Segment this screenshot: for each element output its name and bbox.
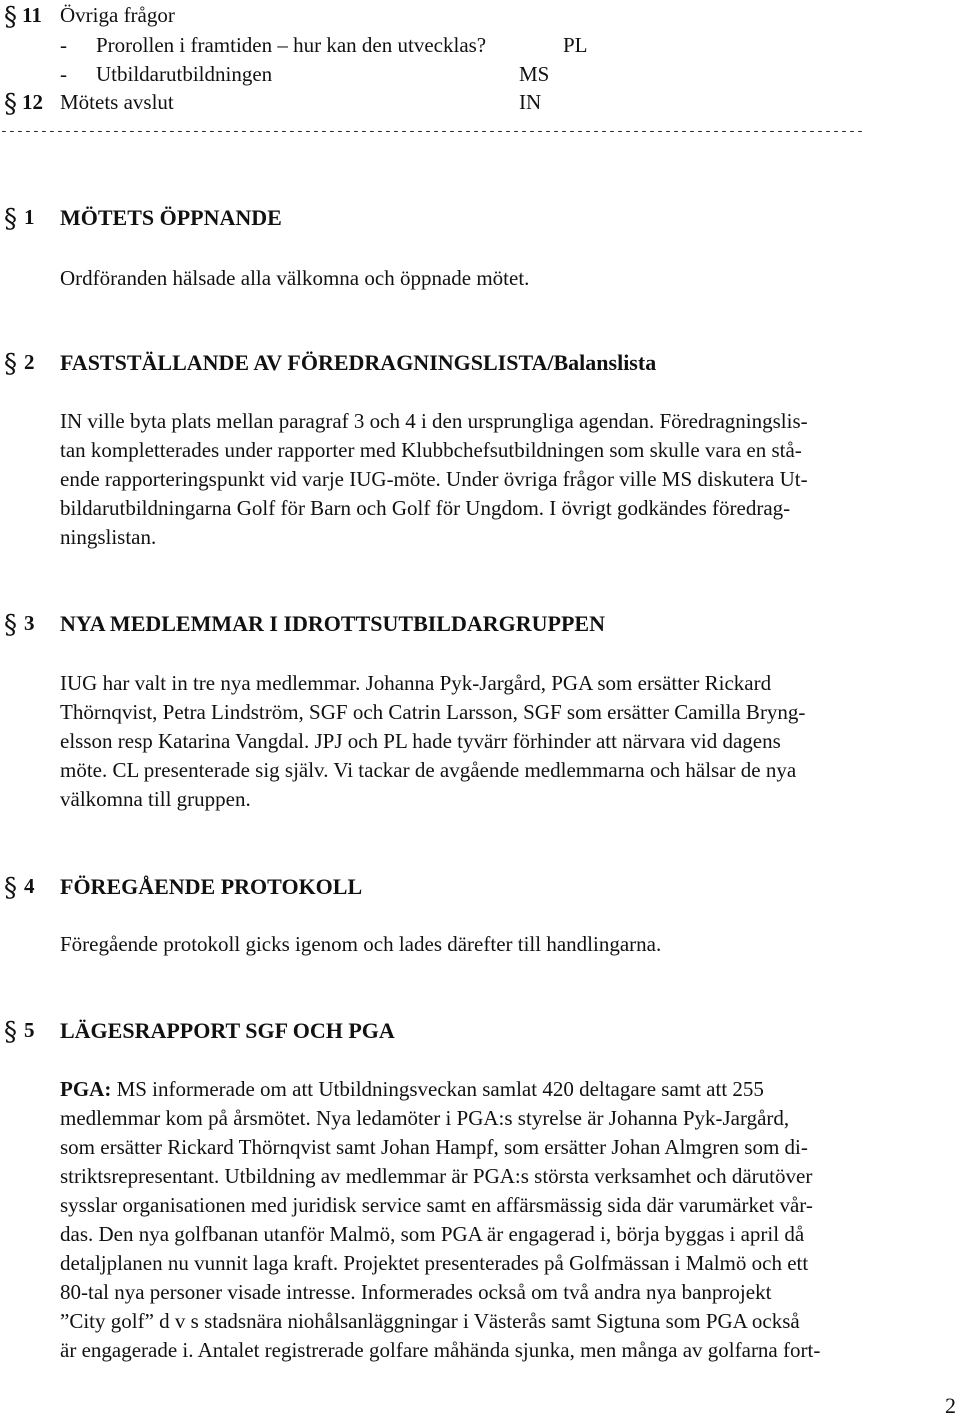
agenda-sub-responsible: MS [519,62,550,86]
section-symbol: § [4,89,17,119]
body-line: bildarutbildningarna Golf för Barn och Golf för Ungdom. I övrigt godkändes föredrag- [60,496,791,520]
body-line: tan kompletterades under rapporter med Klubbchefsutbildningen som skulle vara en stå- [60,438,802,462]
agenda-item-title: Övriga frågor [60,3,175,27]
body-line: som ersätter Rickard Thörnqvist samt Johan Hampf, som ersätter Johan Almgren som di- [60,1135,808,1159]
body-line: medlemmar kom på årsmötet. Nya ledamöter i PGA:s styrelse är Johanna Pyk-Jargård, [60,1106,790,1130]
section-heading: MÖTETS ÖPPNANDE [60,205,282,230]
section-number: 5 [24,1018,35,1042]
body-line: välkomna till gruppen. [60,787,251,811]
body-line: MS informerade om att Utbildningsveckan samlat 420 deltagare samt att 255 [111,1077,764,1101]
section-number: 3 [24,611,35,635]
section-body [60,264,960,293]
body-line: striktsrepresentant. Utbildning av medlemmar är PGA:s största verksamhet och därutöver [60,1164,813,1188]
section-body [60,407,960,552]
agenda-item-title: Mötets avslut [60,90,174,114]
body-line: 80-tal nya personer visade intresse. Informerades också om två andra nya banprojekt [60,1280,772,1304]
section-number: 2 [24,350,35,374]
body-line: Ordföranden hälsade alla välkomna och öppnade mötet. [60,266,530,290]
page-number: 2 [945,1393,956,1418]
body-line: IUG har valt in tre nya medlemmar. Johanna Pyk-Jargård, PGA som ersätter Rickard [60,671,772,695]
section-heading: NYA MEDLEMMAR I IDROTTSUTBILDARGRUPPEN [60,611,605,636]
section-heading: FÖREGÅENDE PROTOKOLL [60,874,363,899]
body-line: detaljplanen nu vunnit laga kraft. Projektet presenterades på Golfmässan i Malmö och ett [60,1251,809,1275]
section-number: 1 [24,205,35,229]
section-symbol: § [4,1017,17,1047]
agenda-sub-responsible: IN [519,90,542,114]
body-line: sysslar organisationen med juridisk service samt en affärsmässig sida där varumärket vår- [60,1193,813,1217]
body-line: ende rapporteringspunkt vid varje IUG-möte. Under övriga frågor ville MS diskutera Ut- [60,467,808,491]
section-number: 4 [24,874,35,898]
agenda-sub-dash: - [60,62,67,86]
agenda-sub-text: Prorollen i framtiden – hur kan den utvecklas? [96,33,487,57]
agenda-item-number: 12 [22,90,43,114]
body-line: Thörnqvist, Petra Lindström, SGF och Catrin Larsson, SGF som ersätter Camilla Bryng- [60,700,806,724]
agenda-sub-dash: - [60,33,67,57]
body-line: möte. CL presenterade sig själv. Vi tackar de avgående medlemmarna och hälsar de nya [60,758,797,782]
section-symbol: § [4,349,17,379]
section-body [60,669,960,814]
section-symbol: § [4,2,17,32]
section-symbol: § [4,873,17,903]
agenda-sub-text: Utbildarutbildningen [96,62,273,86]
section-body [60,930,960,959]
section-symbol: § [4,610,17,640]
agenda-item-number: 11 [22,3,42,27]
section-body [60,1075,960,1365]
paragraph-lead: PGA: [60,1077,112,1101]
body-line: Föregående protokoll gicks igenom och lades därefter till handlingarna. [60,932,662,956]
agenda-sub-responsible: PL [563,33,588,57]
body-line: IN ville byta plats mellan paragraf 3 och 4 i den ursprungliga agendan. Föredragningslis- [60,409,808,433]
separator-line: ------------------------------------------------------------------------------------------------------------ [0,124,865,139]
body-line: är engagerade i. Antalet registrerade golfare måhända sjunka, men många av golfarna fort- [60,1338,821,1362]
body-line: elsson resp Katarina Vangdal. JPJ och PL hade tyvärr förhinder att närvara vid dagens [60,729,781,753]
section-heading: FASTSTÄLLANDE AV FÖREDRAGNINGSLISTA/Balanslista [60,350,657,375]
section-heading: LÄGESRAPPORT SGF OCH PGA [60,1018,395,1043]
body-line: ningslistan. [60,525,157,549]
body-line: ”City golf” d v s stadsnära niohålsanläggningar i Västerås samt Sigtuna som PGA också [60,1309,800,1333]
section-symbol: § [4,204,17,234]
body-line: das. Den nya golfbanan utanför Malmö, som PGA är engagerad i, börja byggas i april då [60,1222,805,1246]
